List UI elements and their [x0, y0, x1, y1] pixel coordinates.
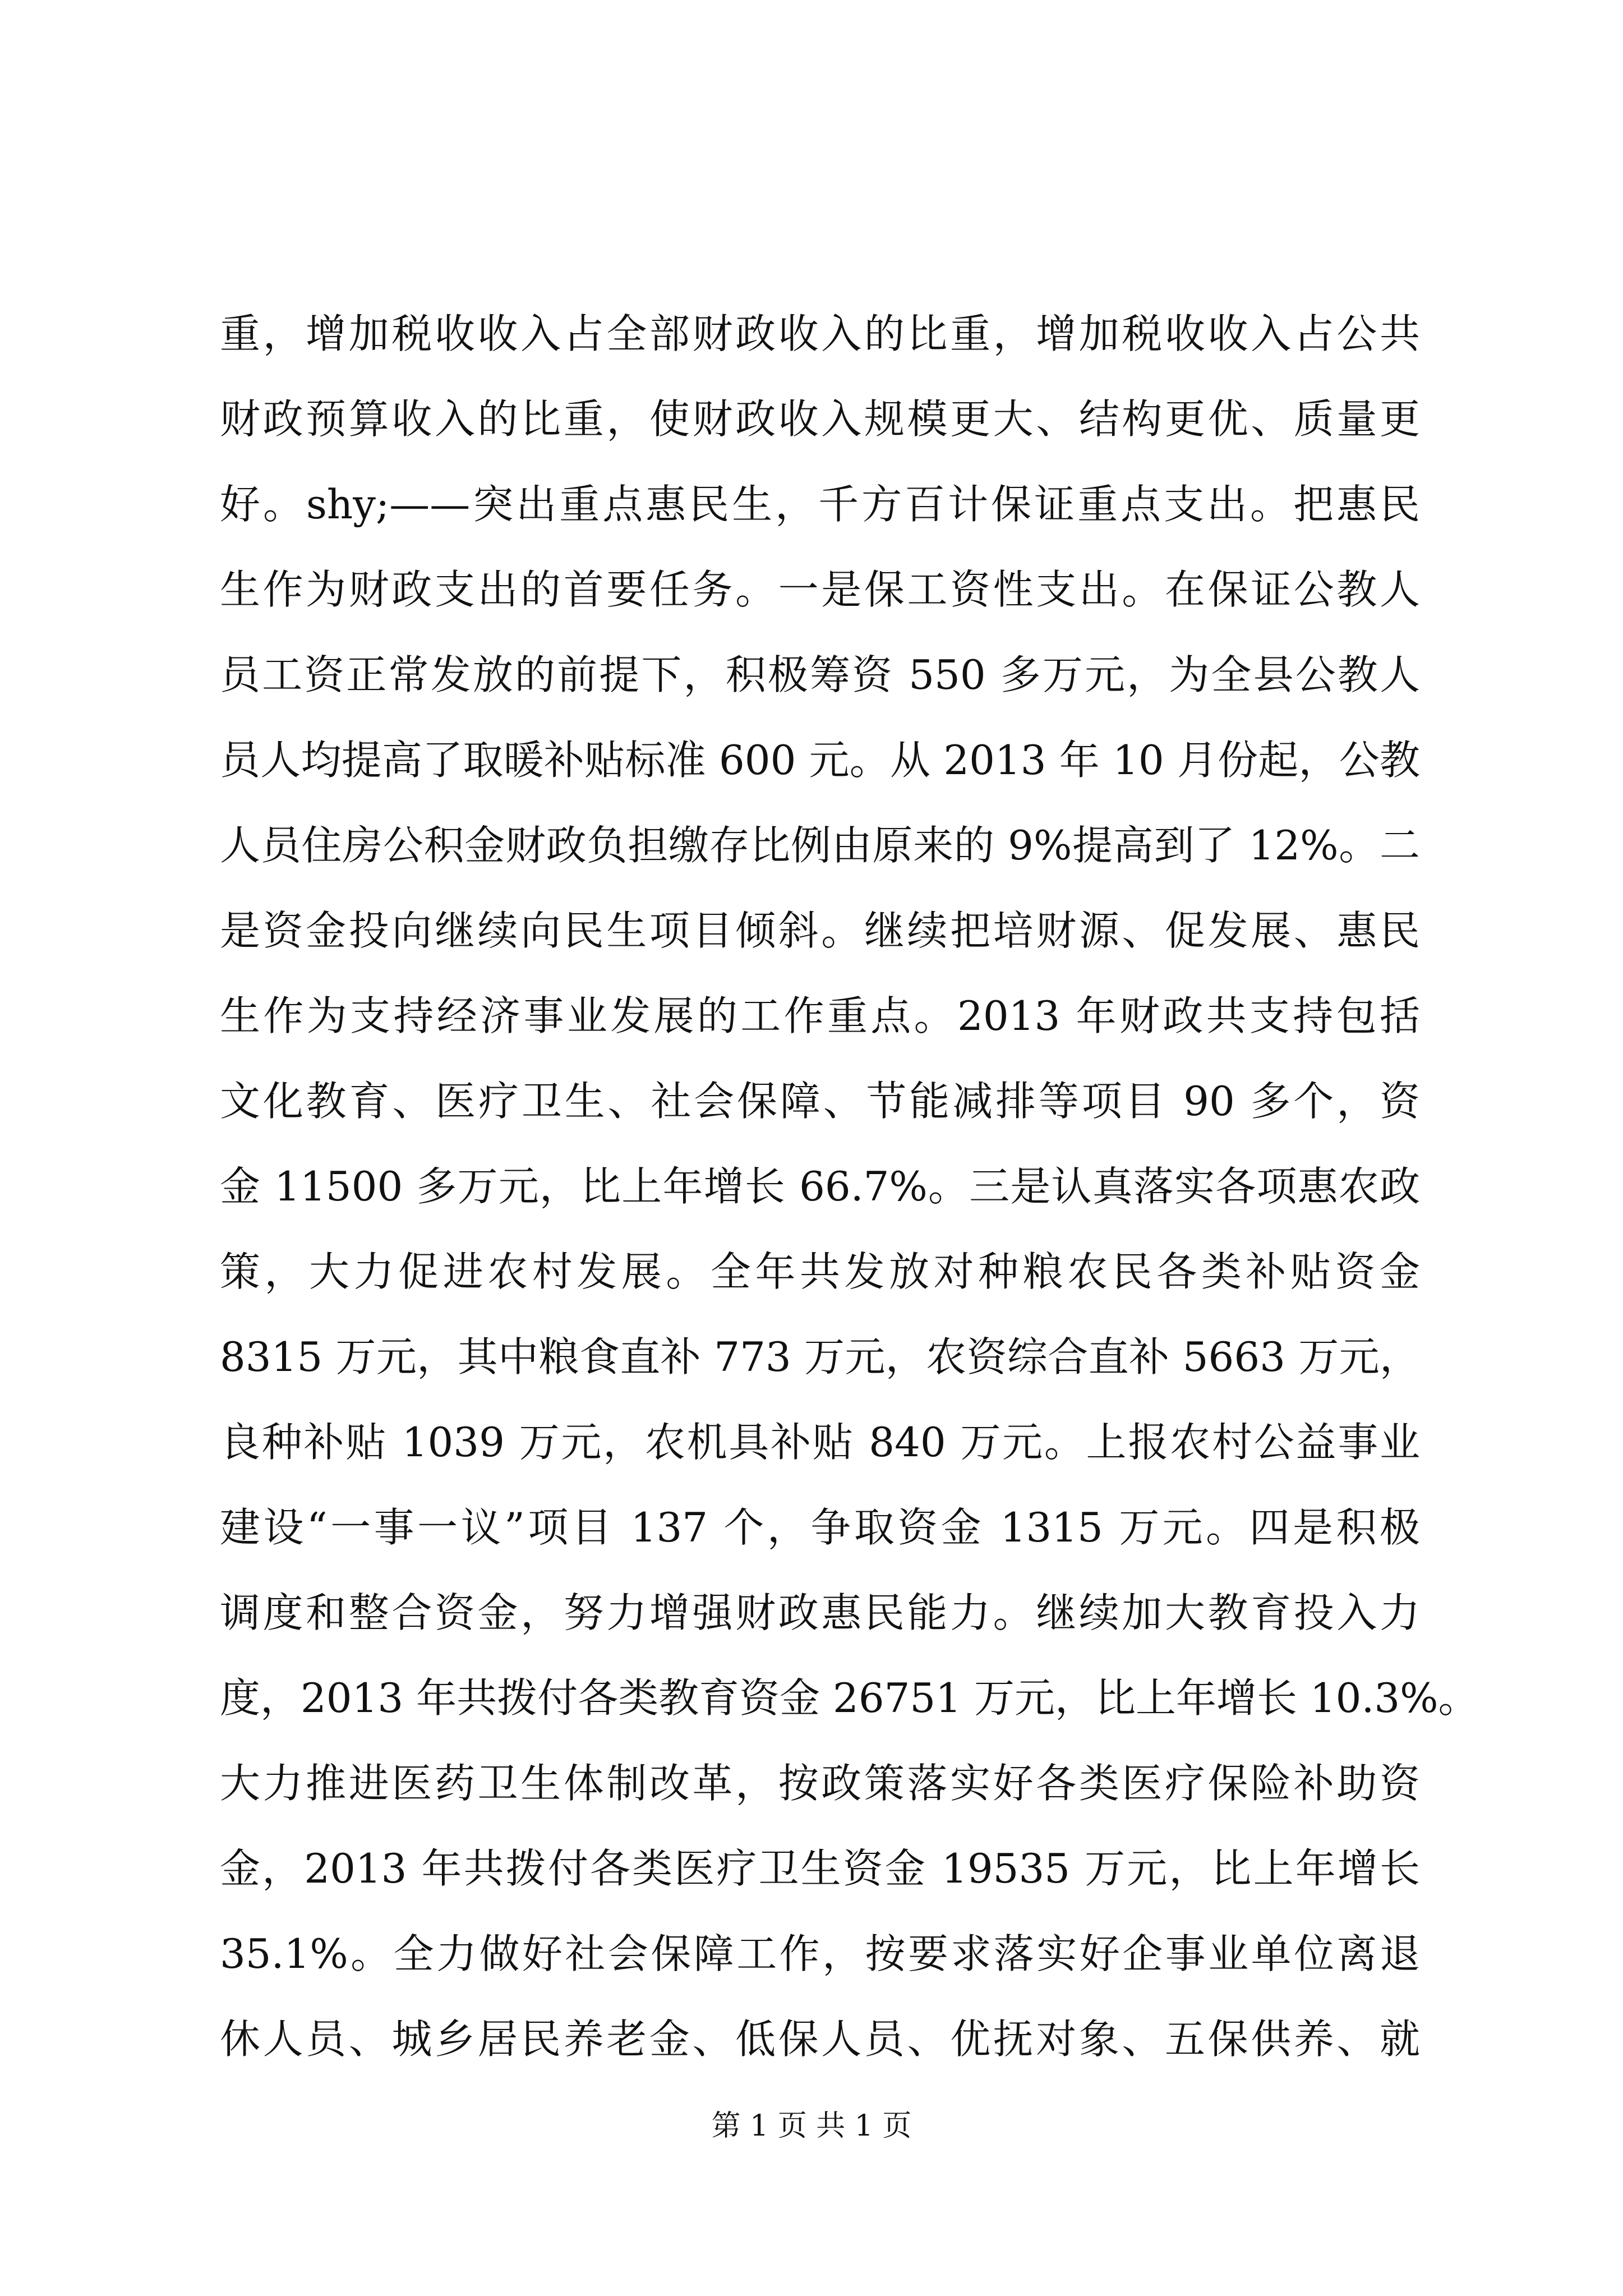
- text-line: 员人均提高了取暖补贴标准 600 元。从 2013 年 10 月份起，公教: [220, 737, 1420, 784]
- text-line: 文化教育、医疗卫生、社会保障、节能减排等项目 90 多个，资: [220, 1078, 1420, 1125]
- text-line: 财政预算收入的比重，使财政收入规模更大、结构更优、质量更: [220, 395, 1420, 443]
- text-line: 金 11500 多万元，比上年增长 66.7%。三是认真落实各项惠农政: [220, 1163, 1420, 1210]
- text-line: 生作为财政支出的首要任务。一是保工资性支出。在保证公教人: [220, 566, 1420, 613]
- page-footer: 第 1 页 共 1 页: [711, 2109, 912, 2143]
- text-line: 人员住房公积金财政负担缴存比例由原来的 9%提高到了 12%。二: [220, 822, 1420, 869]
- text-line: 8315 万元，其中粮食直补 773 万元，农资综合直补 5663 万元，: [220, 1333, 1420, 1381]
- text-line: 大力推进医药卫生体制改革，按政策落实好各类医疗保险补助资: [220, 1760, 1420, 1807]
- text-line: 35.1%。全力做好社会保障工作，按要求落实好企事业单位离退: [220, 1930, 1420, 1977]
- text-line: 策，大力促进农村发展。全年共发放对种粮农民各类补贴资金: [220, 1248, 1420, 1295]
- text-line: 员工资正常发放的前提下，积极筹资 550 多万元，为全县公教人: [220, 651, 1420, 698]
- text-line: 好。shy;——突出重点惠民生，千方百计保证重点支出。把惠民: [220, 481, 1420, 528]
- text-line: 建设“一事一议”项目 137 个，争取资金 1315 万元。四是积极: [220, 1504, 1420, 1551]
- text-line: 调度和整合资金，努力增强财政惠民能力。继续加大教育投入力: [220, 1589, 1420, 1636]
- text-line: 金，2013 年共拨付各类医疗卫生资金 19535 万元，比上年增长: [220, 1845, 1420, 1892]
- text-line: 生作为支持经济事业发展的工作重点。2013 年财政共支持包括: [220, 992, 1420, 1039]
- text-line: 重，增加税收收入占全部财政收入的比重，增加税收收入占公共: [220, 310, 1420, 357]
- text-line: 休人员、城乡居民养老金、低保人员、优抚对象、五保供养、就: [220, 2016, 1420, 2063]
- text-line: 是资金投向继续向民生项目倾斜。继续把培财源、促发展、惠民: [220, 907, 1420, 954]
- text-line: 度，2013 年共拨付各类教育资金 26751 万元，比上年增长 10.3%。: [220, 1674, 1479, 1722]
- text-line: 良种补贴 1039 万元，农机具补贴 840 万元。上报农村公益事业: [220, 1419, 1420, 1466]
